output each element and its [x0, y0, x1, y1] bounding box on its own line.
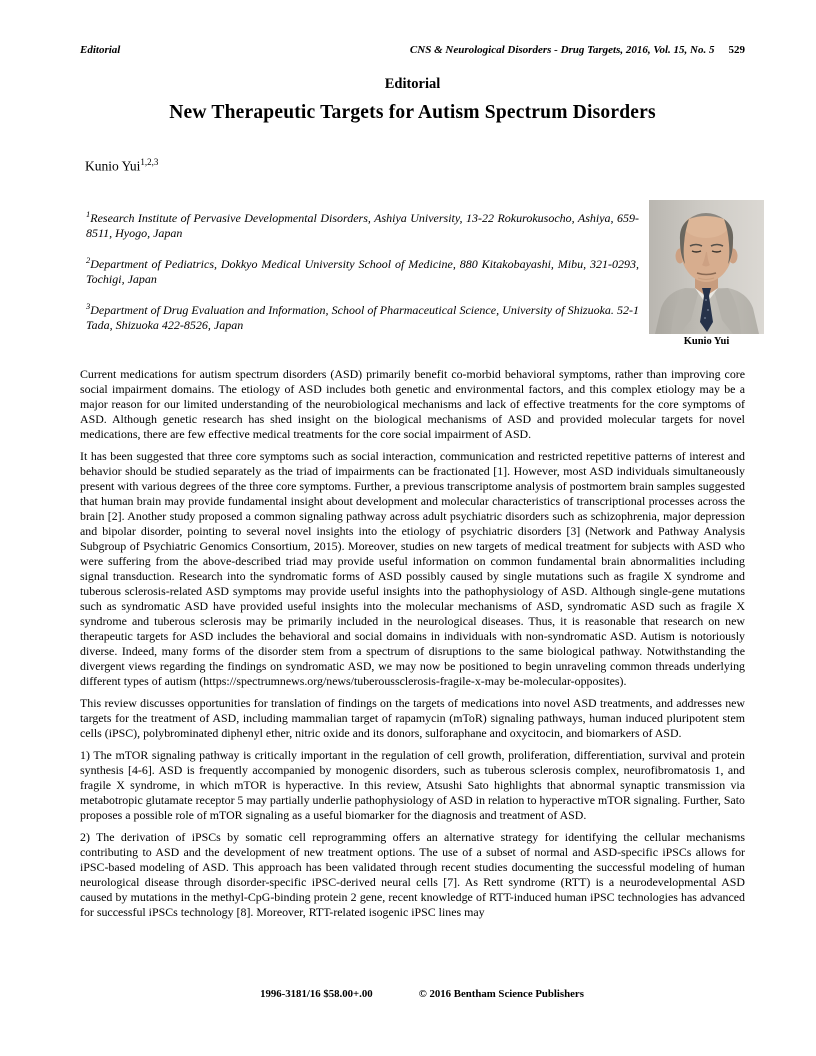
affiliation-text: Department of Drug Evaluation and Information, School of Pharmaceutical Science, University of Shizuoka. 52-1 Tada, Shizuoka 422-8526, Japan — [86, 302, 639, 333]
affiliation-marker: 3 — [86, 300, 91, 311]
paragraph-1: Current medications for autism spectrum disorders (ASD) primarily benefit co-morbid behavioral symptoms, rather than improving core social impairment domains. The etiology of ASD includes both genetic and environmental factors, and this complex etiology may be a major reason for our limited understanding of the neurobiological mechanisms and lack of effective treatments for the core symptoms of ASD. Although genetic research has shed insight on the biological mechanisms of ASD and provided molecular targets for novel medications, there are few effective medical treatments for the core social impairment of ASD. — [80, 366, 745, 441]
affiliation-marker: 2 — [86, 254, 91, 265]
author-photo-box — [649, 200, 764, 347]
affiliations-list — [80, 207, 639, 346]
article-body — [80, 367, 745, 920]
affiliation-marker: 1 — [86, 208, 91, 219]
author-affiliation-marks: 1,2,3 — [140, 157, 159, 167]
affiliation-item — [86, 299, 639, 334]
footer-copyright: © 2016 Bentham Science Publishers — [418, 988, 584, 1000]
paragraph-2: It has been suggested that three core symptoms such as social interaction, communication and restricted repetitive patterns of interest and behavior should be studied separately as the triad of impairments can be fractionated [1]. However, most ASD individuals simultaneously present with various degrees of the three core symptoms. Further, a previous transcriptome analysis of postmortem brain samples suggested that human brain may provide fundamental insight about development and molecular characteristics of transcriptional processes across the brain [2]. Another study proposed a common signaling pathway across adult psychiatric disorders such as schizophrenia, major depression and bipolar disorder, pointing to several novel insights into the etiology of psychiatric disorders [3] (Network and Pathway Analysis Subgroup of Psychiatric Genomics Consortium, 2015). Moreover, studies on new targets of medical treatment for subjects with ASD who were suffering from the above-described triad may provide useful information on common fundamental brain abnormalities including signal transduction. Research into the syndromatic forms of ASD possibly caused by single mutations such as fragile X syndrome and tuberous sclerosis-related ASD symptoms may provide useful insights into the pathophysiology of ASD. Although single-gene mutations such as syndromatic ASD have provided useful insights into the molecular mechanisms of ASD, syndromatic ASD such as fragile X syndrome and tuberous sclerosis may be primarily included in the neurological diseases. Thus, it is reasonable that research on new therapeutic targets for ASD includes the behavioral and social domains in individuals with non-syndromatic ASD. Autism is notoriously diverse. Indeed, many forms of the disorder stem from a spectrum of disruptions to the same biological pathway. Notwithstanding the divergent views regarding the findings on syndromatic ASD, we may now be positioned to begin unraveling common threads underlying different types of autism (https://spectrumnews.org/news/tuberoussclerosis-fragile-x-may be-molecular-opposites). — [80, 448, 745, 688]
paragraph-5: 2) The derivation of iPSCs by somatic cell reprogramming offers an alternative strategy for identifying the cellular mechanisms contributing to ASD and the development of new treatment options. The use of a subset of normal and ASD-specific iPSCs allows for iPSC-based modeling of ASD. This approach has been validated through recent studies documenting the successful modeling of human neurological disease through disorder-specific iPSC-derived neural cells [7]. As Rett syndrome (RTT) is a neurodevelopmental ASD caused by mutations in the methyl-CpG-binding protein 2 gene, recent knowledge of RTT-induced human iPSC technologies has advanced for successful iPSCs technology [8]. Moreover, RTT-related isogenic iPSC lines may — [80, 829, 745, 919]
header-page-number: 529 — [728, 44, 745, 56]
paragraph-3: This review discusses opportunities for translation of findings on the targets of medications into novel ASD treatments, and addresses new targets for the treatment of ASD, including mammalian target of rapamycin (mToR) signaling pathways, human induced pluripotent stem cells (iPSC), polybrominated diphenyl ether, nitric oxide and its donors, sulforaphane and oxycitocin, and biomarkers of ASD. — [80, 695, 745, 740]
author-line — [80, 157, 745, 175]
header-section-label: Editorial — [80, 44, 121, 56]
page-header — [80, 44, 745, 56]
author-photo — [649, 200, 764, 334]
paragraph-4: 1) The mTOR signaling pathway is critically important in the regulation of cell growth, proliferation, differentiation, survival and protein synthesis [4-6]. ASD is frequently accompanied by monogenic disorders, such as tuberous sclerosis complex, neurofibromatosis 1, and fragile X syndrome, in which mTOR is hyperactive. In this review, Atsushi Sato highlights that abnormal synaptic transmission via metabotropic glutamate receptor 5 may partially underlie pathophysiology of ASD in relation to hyperactive mTOR signaling. Further, Sato proposes a possible role of mTOR signaling as a useful biomarker for the diagnosis and treatment of ASD. — [80, 747, 745, 822]
header-citation-block — [410, 44, 745, 56]
author-name: Kunio Yui — [85, 158, 141, 174]
footer-issn-price: 1996-3181/16 $58.00+.00 — [260, 988, 373, 1000]
affiliations-row — [80, 207, 745, 347]
editorial-heading: Editorial — [384, 76, 441, 92]
affiliation-text: Department of Pediatrics, Dokkyo Medical University School of Medicine, 880 Kitakobayashi, Mibu, 321-0293, Tochigi, Japan — [86, 256, 639, 287]
affiliation-item — [86, 207, 639, 242]
article-title: New Therapeutic Targets for Autism Spectrum Disorders — [169, 102, 656, 123]
affiliation-text: Research Institute of Pervasive Developmental Disorders, Ashiya University, 13-22 Rokurokusocho, Ashiya, 659-8511, Hyogo, Japan — [86, 210, 639, 241]
page-footer — [14, 988, 816, 1000]
photo-caption: Kunio Yui — [683, 335, 730, 347]
header-journal-citation: CNS & Neurological Disorders - Drug Targets, 2016, Vol. 15, No. 5 — [409, 44, 715, 56]
affiliation-item — [86, 253, 639, 288]
